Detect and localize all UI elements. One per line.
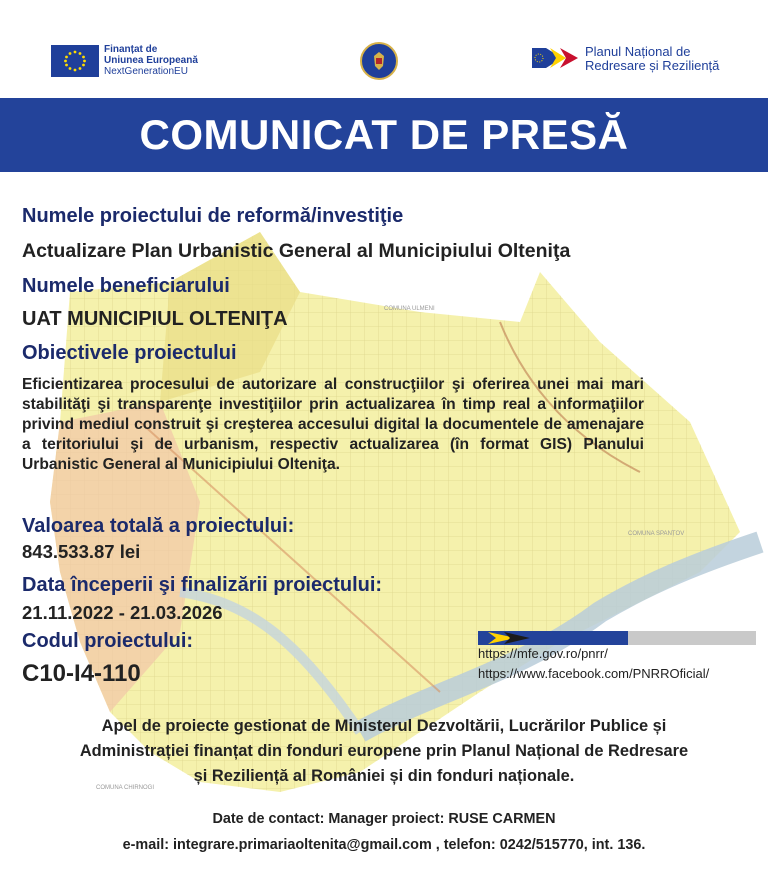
eu-flag-logo <box>51 45 99 77</box>
eu-line-1: Finanțat de <box>104 44 158 55</box>
call-line-3: și Reziliență al României și din fonduri naționale. <box>193 767 575 785</box>
map-label-west: COMUNA CHIRNOGI <box>96 785 155 791</box>
call-line-1: Apel de proiecte gestionat de Ministerul Dezvoltării, Lucrărilor Publice și <box>101 717 667 735</box>
project-code-value: C10-I4-110 <box>22 660 141 687</box>
objectives-text: Eficientizarea procesului de autorizare al construcţiilor şi oferirea unei mai mari stabilităţi şi transparenţe investiţiilor prin actualizarea în timp real a informaţiilor privind mediul construit şi creşterea accesului digital la documentele de amenajare a teritoriului şi de urbanism, respectiv actualizarea (în format GIS) Planului Urbanistic General al Municipiului Olteniţa. <box>22 376 644 473</box>
eu-line-2: Uniunea Europeană <box>104 55 198 66</box>
mfe-link[interactable]: https://mfe.gov.ro/pnrr/ <box>478 646 608 661</box>
contact-line: Date de contact: Manager proiect: RUSE CARMEN <box>212 811 556 827</box>
dates-label: Data începerii şi finalizării proiectului: <box>22 574 383 596</box>
map-label-east: COMUNA SPANȚOV <box>628 531 685 537</box>
eu-funding-text <box>104 44 198 77</box>
project-name-value: Actualizare Plan Urbanistic General al Municipiului Olteniţa <box>22 240 571 262</box>
email-phone-line: e-mail: integrare.primariaoltenita@gmail.com , telefon: 0242/515770, int. 136. <box>122 837 646 853</box>
dates-value: 21.11.2022 - 21.03.2026 <box>22 602 223 623</box>
pnrr-logo <box>532 45 582 71</box>
page-title: COMUNICAT DE PRESĂ <box>139 111 629 158</box>
eu-line-3: NextGenerationEU <box>104 66 188 77</box>
pnrr-stripe-bar <box>478 631 756 645</box>
pnrr-text <box>585 45 719 73</box>
beneficiary-label: Numele beneficiarului <box>22 275 230 297</box>
project-name-label: Numele proiectului de reformă/investiţie <box>22 205 404 227</box>
total-value-label: Valoarea totală a proiectului: <box>22 515 295 537</box>
facebook-link[interactable]: https://www.facebook.com/PNRROficial/ <box>478 666 710 681</box>
romanian-government-emblem <box>360 42 398 80</box>
beneficiary-value: UAT MUNICIPIUL OLTENIŢA <box>22 308 288 330</box>
pnrr-line-2: Redresare și Reziliență <box>585 58 720 73</box>
links-block <box>478 644 709 684</box>
map-label-north: COMUNA ULMENI <box>384 306 435 312</box>
total-value-amount: 843.533.87 lei <box>22 541 141 562</box>
call-line-2: Administrației finanțat din fonduri europene prin Planul Național de Redresare <box>79 742 689 760</box>
objectives-label: Obiectivele proiectului <box>22 342 237 364</box>
funding-call-paragraph <box>0 714 768 789</box>
project-code-label: Codul proiectului: <box>22 630 194 652</box>
pnrr-line-1: Planul Național de <box>585 44 691 59</box>
